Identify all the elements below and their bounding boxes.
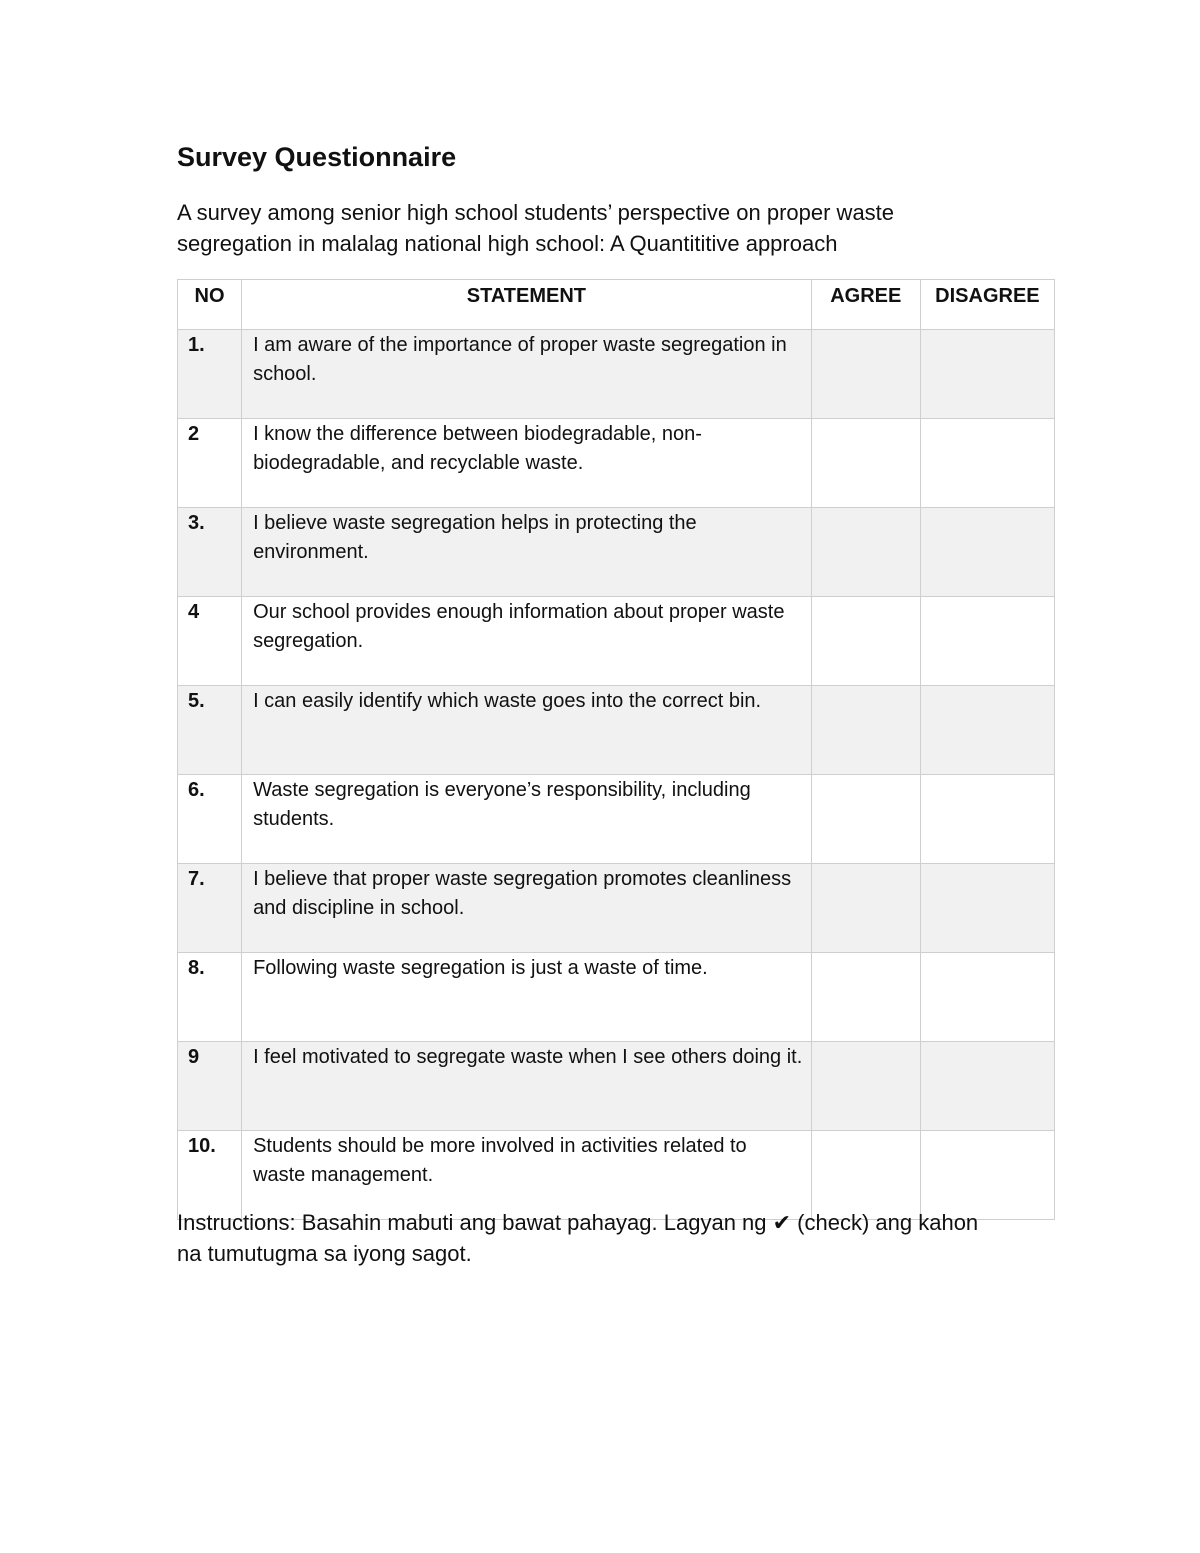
- table-row: [178, 686, 1055, 775]
- disagree-checkbox[interactable]: [920, 686, 1054, 775]
- disagree-checkbox[interactable]: [920, 1042, 1054, 1131]
- item-statement: I believe waste segregation helps in protecting the environment.: [242, 508, 812, 597]
- agree-checkbox[interactable]: [811, 330, 920, 419]
- item-statement: Our school provides enough information about proper waste segregation.: [242, 597, 812, 686]
- item-number: 5.: [178, 686, 242, 775]
- agree-checkbox[interactable]: [811, 775, 920, 864]
- table-header-row: [178, 280, 1055, 330]
- item-statement: I feel motivated to segregate waste when I see others doing it.: [242, 1042, 812, 1131]
- page-title: Survey Questionnaire: [177, 142, 457, 172]
- disagree-checkbox[interactable]: [920, 953, 1054, 1042]
- item-number: 10.: [178, 1131, 242, 1220]
- table-row: [178, 864, 1055, 953]
- table-row: [178, 508, 1055, 597]
- agree-checkbox[interactable]: [811, 686, 920, 775]
- agree-checkbox[interactable]: [811, 508, 920, 597]
- agree-checkbox[interactable]: [811, 953, 920, 1042]
- item-statement: I am aware of the importance of proper waste segregation in school.: [242, 330, 812, 419]
- item-statement: Waste segregation is everyone’s responsibility, including students.: [242, 775, 812, 864]
- disagree-checkbox[interactable]: [920, 864, 1054, 953]
- item-number: 1.: [178, 330, 242, 419]
- item-number: 4: [178, 597, 242, 686]
- item-number: 6.: [178, 775, 242, 864]
- table-row: [178, 1042, 1055, 1131]
- disagree-checkbox[interactable]: [920, 419, 1054, 508]
- disagree-checkbox[interactable]: [920, 508, 1054, 597]
- header-no: NO: [178, 280, 242, 330]
- survey-table: [177, 279, 1055, 1220]
- header-statement: STATEMENT: [242, 280, 812, 330]
- table-row: [178, 597, 1055, 686]
- table-row: [178, 953, 1055, 1042]
- survey-subtitle: A survey among senior high school students’ perspective on proper waste segregation in malalag national high school: A Quantititive approach: [177, 200, 895, 256]
- agree-checkbox[interactable]: [811, 419, 920, 508]
- instructions-text: Instructions: Basahin mabuti ang bawat pahayag. Lagyan ng ✔ (check) ang kahon na tumutugma sa iyong sagot.: [177, 1210, 979, 1266]
- item-number: 9: [178, 1042, 242, 1131]
- agree-checkbox[interactable]: [811, 1042, 920, 1131]
- item-statement: I know the difference between biodegradable, non-biodegradable, and recyclable waste.: [242, 419, 812, 508]
- item-number: 3.: [178, 508, 242, 597]
- item-statement: Following waste segregation is just a waste of time.: [242, 953, 812, 1042]
- header-agree: AGREE: [811, 280, 920, 330]
- item-number: 8.: [178, 953, 242, 1042]
- header-disagree: DISAGREE: [920, 280, 1054, 330]
- table-row: [178, 330, 1055, 419]
- disagree-checkbox[interactable]: [920, 775, 1054, 864]
- item-number: 7.: [178, 864, 242, 953]
- table-row: [178, 775, 1055, 864]
- item-statement: I can easily identify which waste goes into the correct bin.: [242, 686, 812, 775]
- table-row: [178, 419, 1055, 508]
- agree-checkbox[interactable]: [811, 864, 920, 953]
- item-statement: Students should be more involved in activities related to waste management.: [242, 1131, 812, 1220]
- agree-checkbox[interactable]: [811, 597, 920, 686]
- disagree-checkbox[interactable]: [920, 330, 1054, 419]
- item-statement: I believe that proper waste segregation promotes cleanliness and discipline in school.: [242, 864, 812, 953]
- disagree-checkbox[interactable]: [920, 597, 1054, 686]
- item-number: 2: [178, 419, 242, 508]
